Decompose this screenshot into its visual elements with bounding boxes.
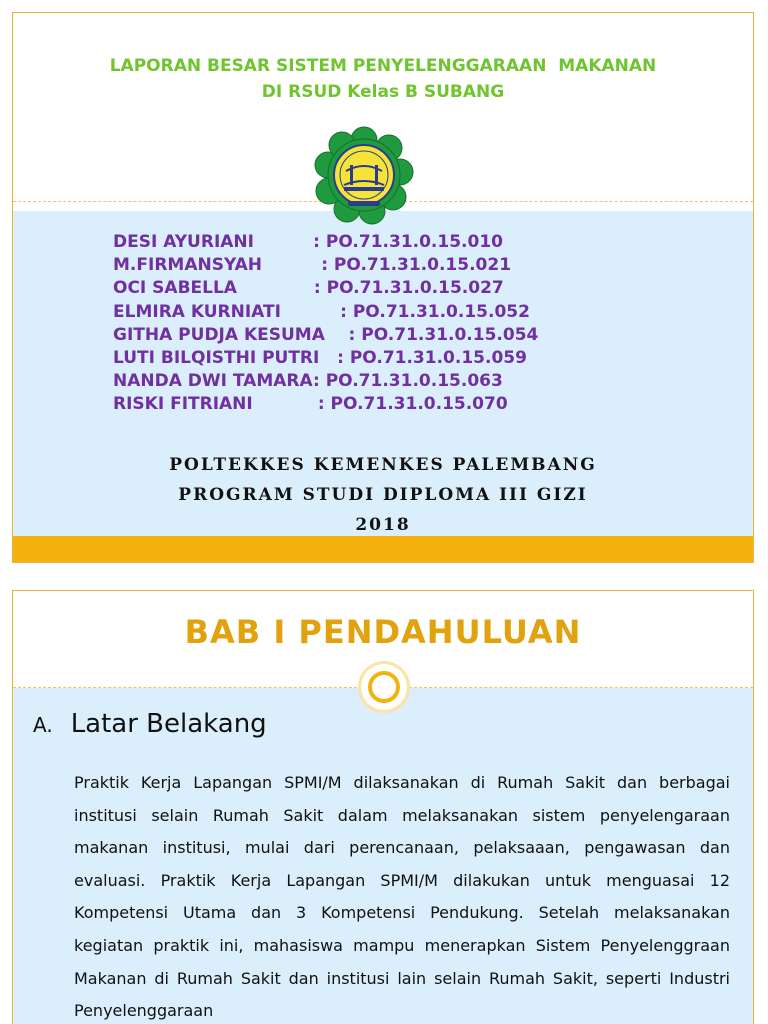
background-paragraph: Praktik Kerja Lapangan SPMI/M dilaksanakan di Rumah Sakit dan berbagai institusi selain Rumah Sakit dalam melaksanakan sistem penyelengaraan makanan institusi, mulai dari perencanaan, pelaksaaan, pengawasan dan evaluasi. Praktik Kerja Lapangan SPMI/M dilakukan untuk menguasai 12 Kompetensi Utama dan 3 Kompetensi Pendukung. Setelah melaksanakan kegiatan praktik ini, mahasiswa mampu menerapkan Sistem Penyelenggraan Makanan di Rumah Sakit dan institusi lain selain Rumah Sakit, seperti Industri Penyelenggaraan: [74, 773, 730, 1021]
title-slide: [12, 12, 754, 563]
report-title-line-1: LAPORAN BESAR SISTEM PENYELENGGARAAN MAKANAN: [109, 56, 657, 76]
institution-block: [13, 450, 753, 540]
study-program: PROGRAM STUDI DIPLOMA III GIZI: [178, 485, 588, 505]
member-row: RISKI FITRIANI : PO.71.31.0.15.070: [113, 394, 508, 415]
member-list: [113, 231, 538, 417]
member-row: NANDA DWI TAMARA: PO.71.31.0.15.063: [113, 371, 503, 392]
member-row: ELMIRA KURNIATI : PO.71.31.0.15.052: [113, 301, 530, 322]
section-heading: [33, 709, 267, 739]
report-title: [13, 53, 753, 105]
member-row: OCI SABELLA : PO.71.31.0.15.027: [113, 278, 504, 299]
report-title-line-2: DI RSUD Kelas B SUBANG: [261, 82, 505, 102]
chapter-slide: [12, 590, 754, 1024]
ring-ornament-icon: [361, 664, 407, 710]
member-row: DESI AYURIANI : PO.71.31.0.15.010: [113, 232, 503, 252]
member-row: LUTI BILQISTHI PUTRI : PO.71.31.0.15.059: [113, 348, 527, 369]
section-letter: A.: [33, 713, 53, 737]
institution-name: POLTEKKES KEMENKES PALEMBANG: [169, 455, 597, 475]
orange-footer-band: [13, 536, 753, 563]
section-title: Latar Belakang: [70, 709, 267, 739]
ring-ornament-inner: [368, 671, 400, 703]
chapter-title: BAB I PENDAHULUAN: [184, 613, 582, 651]
poltekkes-palembang-seal-icon: [314, 125, 414, 225]
member-row: GITHA PUDJA KESUMA : PO.71.31.0.15.054: [113, 324, 539, 345]
report-year: 2018: [355, 515, 411, 535]
member-row: M.FIRMANSYAH : PO.71.31.0.15.021: [113, 255, 512, 276]
